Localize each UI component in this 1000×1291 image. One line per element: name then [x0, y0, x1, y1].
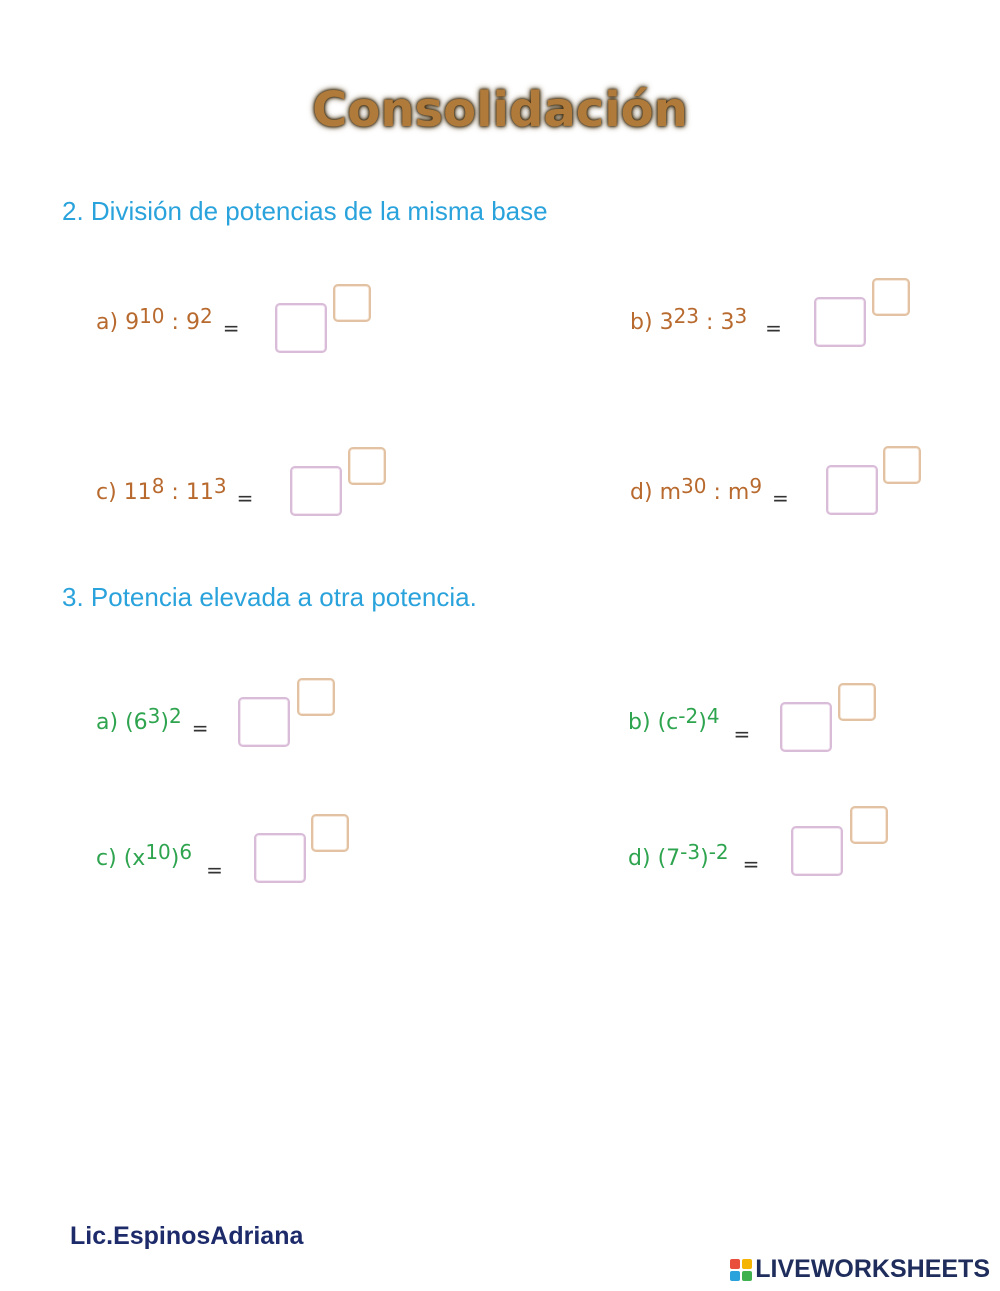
- answer-3c-exponent-input[interactable]: [311, 814, 349, 852]
- answer-2b-base-input[interactable]: [814, 297, 866, 347]
- answer-3d-exponent-input[interactable]: [850, 806, 888, 844]
- answer-3b-base-input[interactable]: [780, 702, 832, 752]
- answer-2d-exponent-input[interactable]: [883, 446, 921, 484]
- answer-3a-exponent-input[interactable]: [297, 678, 335, 716]
- exercise-3a: a) $(6^3)^2$ =: [96, 704, 209, 740]
- exercise-3d: d) $(7^{-3})^{-2}$ =: [628, 840, 760, 876]
- section-3-heading: 3. Potencia elevada a otra potencia.: [62, 582, 477, 612]
- liveworksheets-logo[interactable]: [730, 1255, 990, 1284]
- logo-text: LIVEWORKSHEETS: [755, 1255, 990, 1283]
- answer-2b-exponent-input[interactable]: [872, 278, 910, 316]
- answer-3c-base-input[interactable]: [254, 833, 306, 883]
- answer-3d-base-input[interactable]: [791, 826, 843, 876]
- exercise-2a: a) $9^{10}$ : $9^2$ =: [96, 304, 240, 340]
- exercise-2d: d) $m^{30}$ : $m^9$ =: [630, 474, 789, 510]
- answer-2a-exponent-input[interactable]: [333, 284, 371, 322]
- answer-3a-base-input[interactable]: [238, 697, 290, 747]
- section-2-heading: 2. División de potencias de la misma base: [62, 196, 548, 226]
- answer-2a-base-input[interactable]: [275, 303, 327, 353]
- exercise-2c: c) $11^8$ : $11^3$ =: [96, 474, 254, 510]
- exercise-2b: b) $3^{23}$ : $3^3$ =: [630, 304, 782, 340]
- answer-2d-base-input[interactable]: [826, 465, 878, 515]
- answer-3b-exponent-input[interactable]: [838, 683, 876, 721]
- answer-2c-exponent-input[interactable]: [348, 447, 386, 485]
- answer-2c-base-input[interactable]: [290, 466, 342, 516]
- exercise-3c: c) $(x^{10})^6=$: [96, 840, 223, 882]
- author-signature: Lic.EspinosAdriana: [70, 1222, 304, 1250]
- page-title: Consolidación: [312, 82, 688, 138]
- liveworksheets-logo-icon: [730, 1259, 752, 1281]
- exercise-3b: b) $(c^{-2})^4=$: [628, 704, 751, 746]
